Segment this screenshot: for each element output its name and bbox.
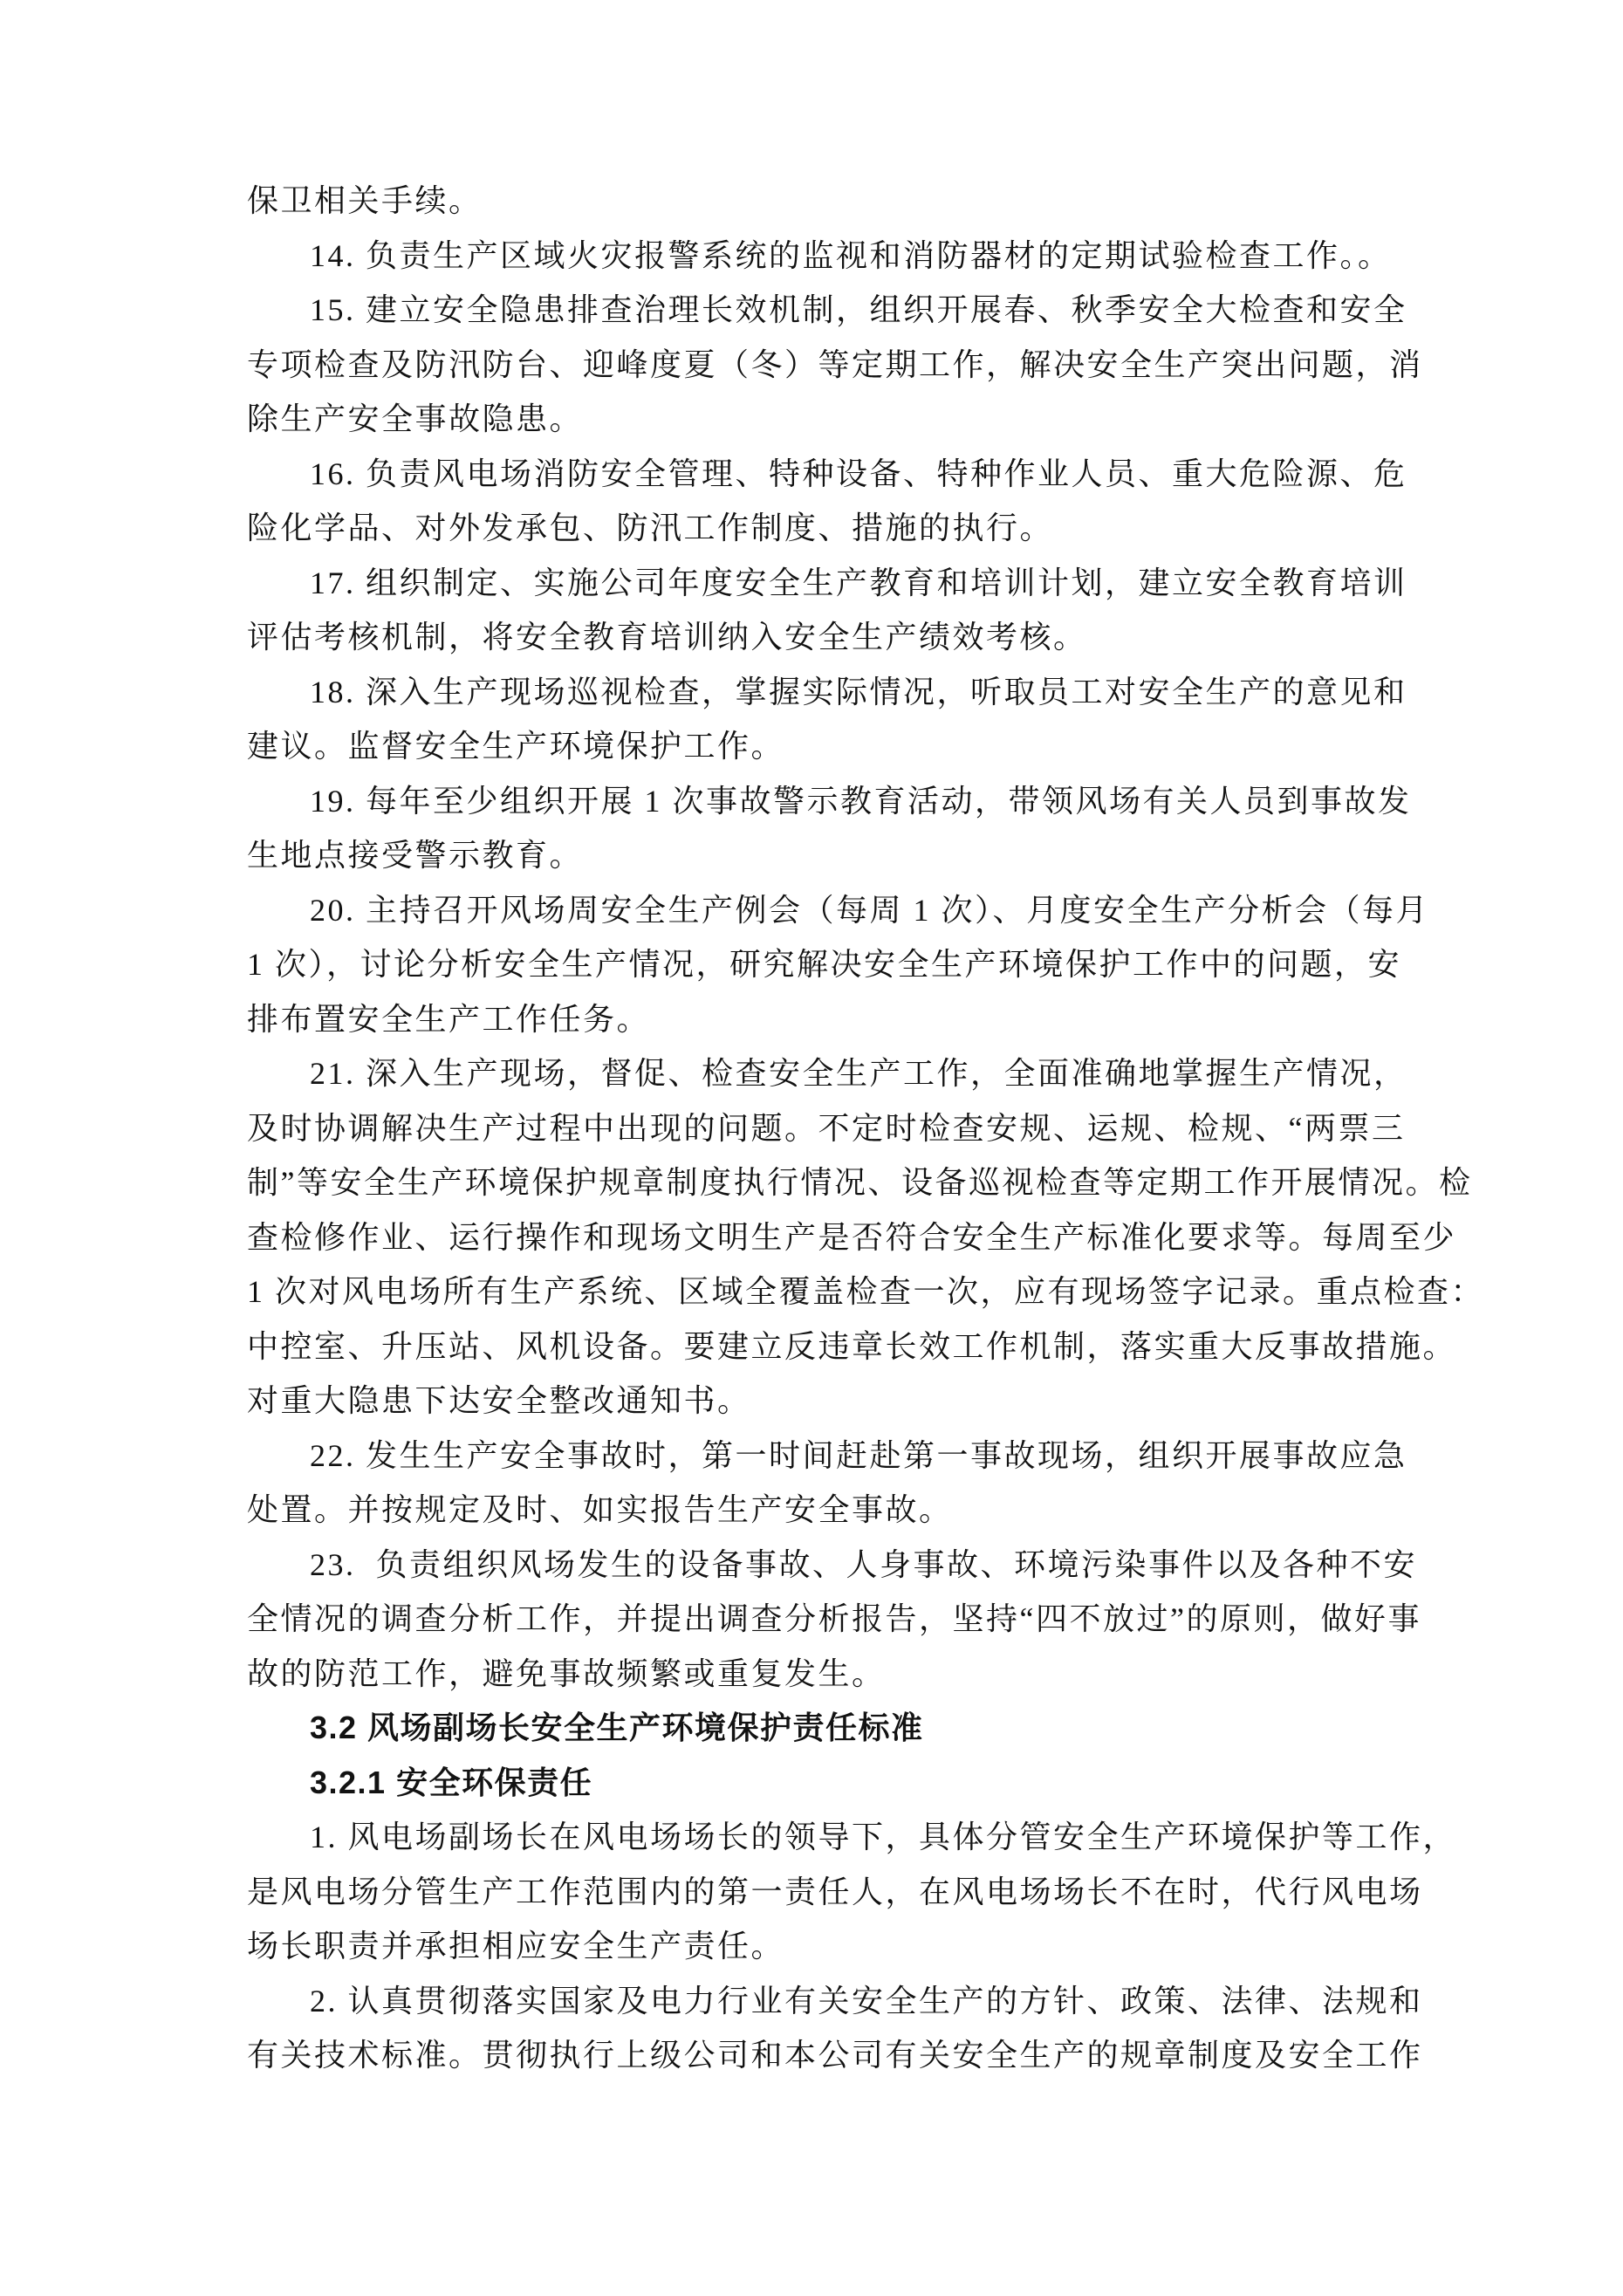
text-line: 处置。并按规定及时、如实报告生产安全事故。	[247, 1492, 953, 1527]
text-line: 生地点接受警示教育。	[247, 838, 584, 873]
text-line: 中控室、升压站、风机设备。要建立反违章长效工作机制，落实重大反事故措施。	[247, 1328, 1457, 1364]
text-line: 18. 深入生产现场巡视检查，掌握实际情况，听取员工对安全生产的意见和	[310, 674, 1407, 709]
text-line: 16. 负责风电场消防安全管理、特种设备、特种作业人员、重大危险源、危	[310, 456, 1407, 491]
text-line: 专项检查及防汛防台、迎峰度夏（冬）等定期工作，解决安全生产突出问题，消	[247, 346, 1423, 382]
subsection-heading: 3.2.1 安全环保责任	[310, 1764, 593, 1800]
text-line: 19. 每年至少组织开展 1 次事故警示教育活动，带领风场有关人员到事故发	[310, 783, 1412, 819]
document-body	[247, 174, 1538, 2083]
text-line: 排布置安全生产工作任务。	[247, 1001, 651, 1037]
text-line: 1. 风电场副场长在风电场场长的领导下，具体分管安全生产环境保护等工作，	[310, 1820, 1457, 1854]
text-line: 查检修作业、运行操作和现场文明生产是否符合安全生产标准化要求等。每周至少	[247, 1219, 1457, 1255]
text-line: 保卫相关手续。	[247, 183, 483, 218]
text-line: 15. 建立安全隐患排查治理长效机制，组织开展春、秋季安全大检查和安全	[310, 292, 1407, 327]
text-line: 21. 深入生产现场，督促、检查安全生产工作，全面准确地掌握生产情况，	[310, 1056, 1407, 1091]
text-line: 场长职责并承担相应安全生产责任。	[247, 1929, 785, 1964]
text-line: 除生产安全事故隐患。	[247, 401, 584, 436]
text-line: 有关技术标准。贯彻执行上级公司和本公司有关安全生产的规章制度及安全工作	[247, 2038, 1423, 2073]
text-line: 及时协调解决生产过程中出现的问题。不定时检查安规、运规、检规、“两票三	[247, 1110, 1406, 1146]
text-line: 建议。监督安全生产环境保护工作。	[247, 729, 785, 764]
text-line: 1 次），讨论分析安全生产情况，研究解决安全生产环境保护工作中的问题，安	[247, 947, 1402, 982]
text-line: 20. 主持召开风场周安全生产例会（每周 1 次）、月度安全生产分析会（每月	[310, 892, 1430, 928]
text-line: 是风电场分管生产工作范围内的第一责任人，在风电场场长不在时，代行风电场	[247, 1874, 1423, 1909]
section-heading: 3.2 风场副场长安全生产环境保护责任标准	[310, 1710, 924, 1745]
text-line: 对重大隐患下达安全整改通知书。	[247, 1383, 751, 1418]
text-line: 23. 负责组织风场发生的设备事故、人身事故、环境污染事件以及各种不安	[310, 1546, 1418, 1582]
text-line: 14. 负责生产区域火灾报警系统的监视和消防器材的定期试验检查工作。。	[310, 237, 1392, 273]
text-line: 22. 发生生产安全事故时，第一时间赶赴第一事故现场，组织开展事故应急	[310, 1437, 1407, 1473]
text-line: 评估考核机制，将安全教育培训纳入安全生产绩效考核。	[247, 620, 1087, 655]
text-line: 2. 认真贯彻落实国家及电力行业有关安全生产的方针、政策、法律、法规和	[310, 1983, 1423, 2018]
text-line: 1 次对风电场所有生产系统、区域全覆盖检查一次，应有现场签字记录。重点检查：	[247, 1274, 1485, 1309]
text-line: 17. 组织制定、实施公司年度安全生产教育和培训计划，建立安全教育培训	[310, 565, 1407, 600]
text-line: 故的防范工作，避免事故频繁或重复发生。	[247, 1655, 886, 1691]
text-line: 全情况的调查分析工作，并提出调查分析报告，坚持“四不放过”的原则，做好事	[247, 1601, 1421, 1636]
text-line: 制”等安全生产环境保护规章制度执行情况、设备巡视检查等定期工作开展情况。检	[247, 1165, 1473, 1200]
text-line: 险化学品、对外发承包、防汛工作制度、措施的执行。	[247, 511, 1054, 545]
